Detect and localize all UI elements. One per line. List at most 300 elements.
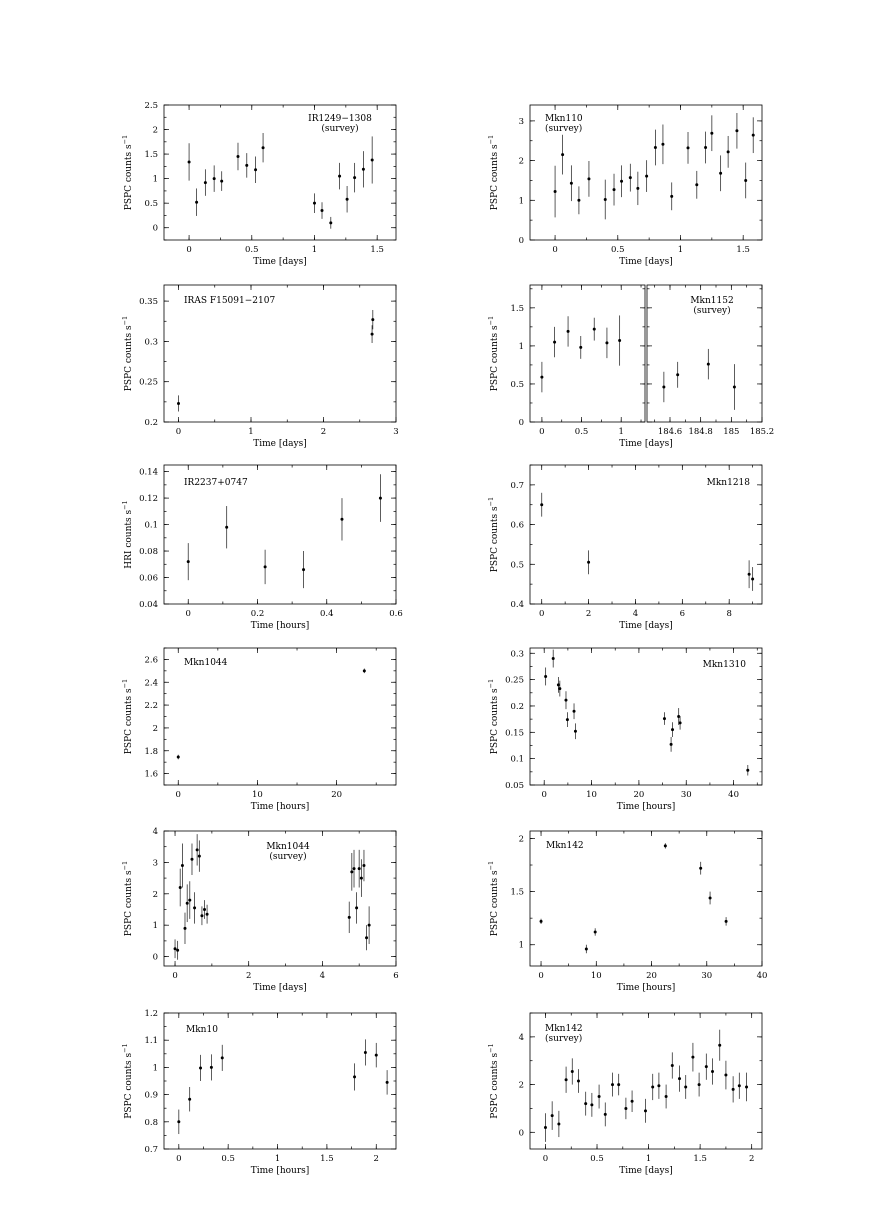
data-point [631, 1100, 634, 1103]
x-tick-label: 0 [185, 609, 191, 619]
object-name-label: Mkn10 [186, 1025, 218, 1035]
data-point [593, 328, 596, 331]
data-point [386, 1081, 389, 1084]
data-point [179, 886, 182, 889]
x-tick-label: 184.8 [688, 427, 713, 437]
data-point [199, 1066, 202, 1069]
survey-label: (survey) [693, 306, 731, 316]
data-point [705, 1065, 708, 1068]
data-point [558, 687, 561, 690]
y-tick-label: 4 [152, 827, 158, 837]
x-tick-label: 2 [585, 609, 592, 619]
data-point [236, 155, 239, 158]
y-tick-label: 0.1 [510, 754, 524, 765]
x-axis-label: Time [days] [253, 439, 307, 449]
x-tick-label: 20 [646, 971, 657, 981]
x-tick-label: 0.5 [611, 245, 625, 255]
data-point [177, 1120, 180, 1123]
y-tick-label: 4 [518, 1032, 524, 1043]
data-point [221, 1056, 224, 1059]
x-tick-label: 6 [679, 609, 686, 619]
object-name-label: IRAS F15091−2107 [184, 296, 276, 306]
y-tick-label: 3 [152, 858, 158, 869]
y-axis-label-text: PSPC counts s [124, 144, 134, 211]
data-point [360, 877, 363, 880]
y-tick-label: 0.25 [505, 675, 524, 686]
data-point [371, 333, 374, 336]
data-point [624, 1107, 627, 1110]
data-point [564, 699, 567, 702]
data-point [644, 1109, 647, 1112]
y-tick-label: 1 [152, 174, 158, 185]
data-point [676, 373, 679, 376]
data-point [353, 1075, 356, 1078]
y-axis-label [121, 500, 134, 568]
data-point [570, 182, 573, 185]
data-point [340, 518, 343, 521]
data-point [671, 1064, 674, 1067]
x-tick-label: 10 [586, 790, 597, 800]
y-axis-label-superscript: −1 [121, 1043, 129, 1053]
y-axis-label-superscript: −1 [121, 315, 129, 326]
x-tick-label: 1 [248, 427, 254, 437]
x-tick-label: 4 [319, 971, 326, 981]
y-tick-label: 1.5 [144, 150, 158, 161]
y-tick-label: 0 [518, 236, 524, 246]
data-point [362, 168, 365, 171]
x-axis-label: Time [days] [253, 257, 307, 267]
data-point [371, 158, 374, 161]
object-name-label: Mkn142 [545, 1024, 583, 1034]
data-point [733, 385, 736, 388]
data-point [206, 913, 209, 916]
data-point [188, 1098, 191, 1101]
data-point [662, 385, 665, 388]
x-tick-label: 20 [331, 790, 343, 800]
data-point [195, 201, 198, 204]
plot-frame [164, 105, 396, 240]
object-name-label: Mkn142 [546, 841, 584, 851]
data-point [561, 153, 564, 156]
data-point [691, 1056, 694, 1059]
y-axis-label [487, 1043, 500, 1118]
x-tick-label: 6 [393, 971, 399, 981]
y-tick-label: 1.5 [510, 303, 524, 314]
y-axis-label [121, 316, 134, 391]
y-tick-label: 0.14 [139, 467, 158, 478]
y-axis-label-text: PSPC counts s [124, 688, 134, 755]
data-point [375, 1054, 378, 1057]
y-axis-label [487, 679, 500, 754]
y-axis-label-text: PSPC counts s [124, 325, 134, 392]
y-axis-label [121, 135, 134, 210]
object-name-label: Mkn1310 [702, 660, 746, 670]
data-point [657, 1084, 660, 1087]
data-point [567, 330, 570, 333]
x-tick-label: 0.5 [590, 1154, 604, 1164]
data-point [368, 924, 371, 927]
data-point [540, 376, 543, 379]
data-point [177, 756, 180, 759]
light-curve-panel [487, 648, 762, 812]
light-curve-panel [121, 101, 396, 267]
light-curve-panel [487, 465, 762, 631]
data-point [735, 129, 738, 132]
x-tick-label: 2 [245, 971, 252, 981]
x-tick-label: 0 [552, 245, 558, 255]
x-axis-label: Time [days] [619, 1166, 673, 1176]
data-point [678, 1077, 681, 1080]
y-axis-label-superscript: −1 [121, 134, 129, 145]
x-tick-label: 0 [542, 1154, 549, 1164]
data-point [707, 363, 710, 366]
data-point [718, 1044, 721, 1047]
y-axis-label-text: PSPC counts s [490, 144, 500, 211]
data-point [584, 1102, 587, 1105]
x-tick-label: 0.5 [574, 427, 589, 437]
data-point [371, 318, 374, 321]
data-point [353, 867, 356, 870]
data-point [587, 177, 590, 180]
data-point [679, 721, 682, 724]
data-point [732, 1088, 735, 1091]
y-axis-label-superscript: −1 [487, 496, 495, 507]
data-point [313, 202, 316, 205]
x-axis-label: Time [days] [253, 983, 307, 993]
y-tick-label: 2 [518, 1080, 524, 1091]
y-axis-label-text: PSPC counts s [490, 870, 500, 937]
data-point [362, 864, 365, 867]
data-point [198, 855, 201, 858]
data-point [571, 1070, 574, 1073]
light-curve-panel [487, 1013, 762, 1176]
x-tick-label: 0.4 [319, 609, 334, 619]
x-tick-label: 0 [539, 427, 545, 437]
data-point [748, 573, 751, 576]
data-point [752, 134, 755, 137]
x-axis-label: Time [hours] [616, 802, 676, 812]
y-axis-label-superscript: −1 [487, 860, 495, 871]
x-tick-label: 185.2 [749, 427, 775, 437]
data-point [744, 179, 747, 182]
y-tick-label: 2 [518, 834, 524, 845]
light-curve-panel [121, 648, 396, 812]
y-tick-label: 2.5 [144, 101, 158, 111]
data-point [587, 561, 590, 564]
x-tick-label: 2 [320, 427, 327, 437]
x-axis-label: Time [days] [619, 257, 673, 267]
x-axis-label: Time [hours] [250, 1166, 310, 1176]
data-point [544, 1126, 547, 1129]
data-point [671, 728, 674, 731]
data-point [684, 1085, 687, 1088]
y-axis-label-superscript: −1 [121, 678, 129, 689]
y-tick-label: 0.3 [144, 337, 158, 348]
data-point [540, 920, 543, 923]
y-tick-label: 1 [152, 1063, 158, 1074]
y-tick-label: 1.1 [144, 1036, 158, 1047]
y-tick-label: 2 [152, 723, 158, 734]
x-tick-label: 184.6 [657, 427, 683, 437]
object-name-label: Mkn1218 [706, 478, 750, 488]
data-point [719, 172, 722, 175]
data-point [727, 150, 730, 153]
y-tick-label: 0.7 [144, 1145, 158, 1155]
light-curve-panel [487, 105, 762, 267]
y-axis-label-text: PSPC counts s [124, 1052, 134, 1119]
data-point [574, 730, 577, 733]
data-point [264, 565, 267, 568]
y-tick-label: 2.6 [144, 655, 158, 666]
y-tick-label: 0.06 [139, 573, 158, 584]
x-tick-label: 4 [632, 609, 639, 619]
y-tick-label: 0 [152, 952, 158, 963]
x-axis-label: Time [days] [619, 621, 673, 631]
x-tick-label: 40 [756, 971, 768, 981]
data-point [704, 146, 707, 149]
data-point [670, 743, 673, 746]
y-tick-label: 0.5 [144, 199, 158, 210]
data-point [577, 1080, 580, 1083]
y-tick-label: 0.2 [510, 701, 524, 712]
data-point [196, 848, 199, 851]
data-point [598, 1095, 601, 1098]
data-point [738, 1084, 741, 1087]
data-point [363, 669, 366, 672]
data-point [321, 209, 324, 212]
y-tick-label: 2 [518, 156, 524, 167]
data-point [190, 858, 193, 861]
x-tick-label: 0 [172, 971, 178, 981]
data-point [348, 916, 351, 919]
y-tick-label: 0.9 [144, 1090, 158, 1101]
data-point [665, 1095, 668, 1098]
data-point [620, 180, 623, 183]
x-tick-label: 0 [175, 427, 182, 437]
data-point [210, 1066, 213, 1069]
y-axis-label [487, 861, 500, 936]
y-axis-label-text: PSPC counts s [490, 1052, 500, 1119]
data-point [611, 1083, 614, 1086]
survey-label: (survey) [545, 1034, 583, 1044]
data-point [358, 867, 361, 870]
y-tick-label: 1.5 [510, 887, 524, 898]
light-curve-panel [121, 1009, 396, 1176]
y-tick-label: 0.1 [144, 520, 158, 531]
data-point [651, 1085, 654, 1088]
y-axis-label [121, 679, 134, 754]
y-tick-label: 1.6 [144, 769, 158, 780]
data-point [329, 221, 332, 224]
y-tick-label: 1 [518, 196, 524, 207]
object-name-label: IR1249−1308 [308, 114, 372, 124]
data-point [183, 927, 186, 930]
data-point [664, 844, 667, 847]
y-tick-label: 3 [518, 116, 524, 127]
x-tick-label: 0 [176, 1154, 182, 1164]
x-tick-label: 1.5 [736, 245, 750, 255]
y-tick-label: 0 [152, 223, 158, 234]
x-axis-label: Time [hours] [250, 621, 310, 631]
y-tick-label: 0.5 [510, 560, 524, 571]
data-point [540, 503, 543, 506]
light-curve-panel [121, 285, 399, 449]
data-point [225, 526, 228, 529]
x-tick-label: 20 [633, 790, 645, 800]
y-tick-label: 1.2 [144, 1009, 158, 1019]
object-name-label: Mkn110 [545, 114, 583, 124]
data-point [710, 132, 713, 135]
y-tick-label: 0.05 [505, 781, 524, 791]
x-tick-label: 0.5 [221, 1154, 235, 1164]
y-tick-label: 0.4 [510, 600, 524, 610]
data-point [670, 195, 673, 198]
data-point [585, 947, 588, 950]
y-axis-label-text: PSPC counts s [490, 506, 500, 573]
data-point [213, 177, 216, 180]
light-curve-panel [487, 831, 767, 993]
data-point [618, 339, 621, 342]
y-tick-label: 0.25 [139, 377, 158, 388]
x-tick-label: 1.5 [693, 1154, 707, 1164]
object-name-label: IR2237+0747 [184, 478, 248, 488]
x-tick-label: 0 [541, 790, 547, 800]
data-point [617, 1083, 620, 1086]
y-tick-label: 0.35 [139, 297, 158, 308]
data-point [709, 896, 712, 899]
x-tick-label: 0 [539, 609, 545, 619]
data-point [254, 168, 257, 171]
data-point [379, 497, 382, 500]
light-curve-panel [121, 465, 403, 631]
x-tick-label: 30 [680, 790, 692, 800]
data-point [186, 902, 189, 905]
y-tick-label: 1.8 [144, 746, 158, 757]
object-name-label: Mkn1152 [690, 296, 734, 306]
data-point [636, 187, 639, 190]
plot-frame [164, 648, 396, 785]
data-point [544, 675, 547, 678]
x-tick-label: 1.5 [370, 245, 384, 255]
data-point [590, 1103, 593, 1106]
data-point [724, 1074, 727, 1077]
x-tick-label: 1 [618, 427, 624, 437]
light-curve-panel [487, 285, 774, 449]
y-tick-label: 0 [518, 418, 524, 428]
y-axis-label [487, 497, 500, 572]
data-point [551, 1114, 554, 1117]
data-point [725, 920, 728, 923]
x-tick-label: 0.6 [389, 609, 403, 619]
data-point [698, 1083, 701, 1086]
y-axis-label-text: PSPC counts s [490, 325, 500, 392]
data-point [557, 1122, 560, 1125]
y-axis-label-superscript: −1 [121, 860, 129, 871]
object-name-label: Mkn1044 [266, 842, 310, 852]
x-axis-label: Time [days] [619, 439, 673, 449]
survey-label: (survey) [269, 852, 307, 862]
data-point [604, 1113, 607, 1116]
data-point [193, 906, 196, 909]
data-point [187, 560, 190, 563]
x-tick-label: 1 [645, 1154, 652, 1164]
x-tick-label: 0 [175, 790, 181, 800]
x-tick-label: 1.5 [320, 1154, 334, 1164]
data-point [176, 949, 179, 952]
x-tick-label: 2 [373, 1154, 379, 1164]
y-axis-label-superscript: −1 [487, 678, 495, 689]
y-axis-label-text: PSPC counts s [490, 688, 500, 755]
data-point [604, 198, 607, 201]
y-tick-label: 0.12 [139, 494, 158, 505]
x-tick-label: 30 [701, 971, 713, 981]
x-tick-label: 0.2 [250, 609, 265, 619]
data-point [566, 718, 569, 721]
data-point [552, 657, 555, 660]
y-axis-label-superscript: −1 [487, 315, 495, 326]
y-axis-label [121, 861, 134, 936]
survey-label: (survey) [545, 124, 583, 134]
data-point [177, 402, 180, 405]
x-tick-label: 3 [393, 427, 399, 437]
x-tick-label: 0 [538, 971, 544, 981]
data-point [200, 914, 203, 917]
data-point [699, 867, 702, 870]
data-point [204, 181, 207, 184]
data-point [613, 188, 616, 191]
data-point [188, 160, 191, 163]
data-point [663, 717, 666, 720]
data-point [711, 1070, 714, 1073]
data-point [579, 346, 582, 349]
y-tick-label: 2 [152, 889, 158, 900]
y-tick-label: 0.04 [139, 600, 158, 610]
y-tick-label: 2.2 [144, 701, 158, 712]
y-tick-label: 0.2 [144, 418, 158, 428]
data-point [553, 341, 556, 344]
data-point [745, 1085, 748, 1088]
y-tick-label: 2 [152, 125, 158, 136]
data-point [353, 176, 356, 179]
data-point [174, 947, 177, 950]
y-axis-label-superscript: −1 [121, 500, 129, 510]
data-point [350, 870, 353, 873]
y-axis-label-text: PSPC counts s [124, 870, 134, 937]
y-tick-label: 1 [518, 341, 524, 352]
x-axis-label: Time [hours] [616, 983, 676, 993]
y-tick-label: 0.6 [510, 520, 524, 531]
y-tick-label: 0.3 [510, 649, 524, 660]
x-tick-label: 1 [311, 245, 318, 255]
light-curve-panel [121, 827, 399, 993]
x-tick-label: 40 [728, 790, 740, 800]
y-tick-label: 1 [152, 921, 158, 932]
data-point [654, 146, 657, 149]
x-axis-label: Time [hours] [250, 802, 310, 812]
x-tick-label: 0.5 [245, 245, 259, 255]
object-name-label: Mkn1044 [184, 658, 228, 668]
x-tick-label: 1 [677, 245, 684, 255]
data-point [554, 190, 557, 193]
data-point [245, 164, 248, 167]
data-point [355, 906, 358, 909]
data-point [605, 341, 608, 344]
y-axis-label-superscript: −1 [487, 134, 495, 145]
y-tick-label: 0.15 [505, 728, 524, 739]
survey-label: (survey) [321, 124, 359, 134]
data-point [220, 180, 223, 183]
data-point [577, 199, 580, 202]
